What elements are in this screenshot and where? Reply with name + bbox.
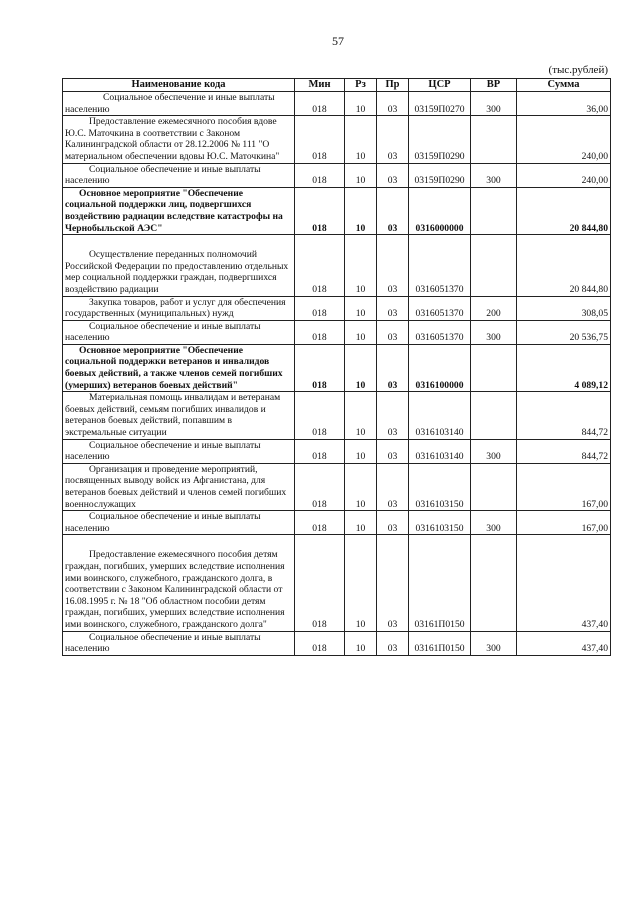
row-min: 018: [295, 511, 345, 535]
row-sum: 844,72: [517, 439, 611, 463]
header-rz: Рз: [345, 79, 377, 92]
row-pr: 03: [377, 392, 409, 439]
row-name: Социальное обеспечение и иные выплаты населению: [63, 92, 295, 116]
row-rz: 10: [345, 116, 377, 163]
header-sum: Сумма: [517, 79, 611, 92]
row-min: 018: [295, 163, 345, 187]
row-name: Организация и проведение мероприятий, посвященных выводу войск из Афганистана, для ветеранов боевых действий и членов семей погибших военнослужащих: [63, 463, 295, 510]
row-csr: 0316103140: [409, 439, 471, 463]
row-vr: [471, 535, 517, 631]
row-pr: 03: [377, 320, 409, 344]
table-row: [63, 511, 611, 535]
row-rz: 10: [345, 320, 377, 344]
row-csr: 03161П0150: [409, 631, 471, 655]
table-row: [63, 320, 611, 344]
row-rz: 10: [345, 392, 377, 439]
row-sum: 20 536,75: [517, 320, 611, 344]
row-sum: 4 089,12: [517, 344, 611, 391]
row-rz: 10: [345, 187, 377, 234]
row-name: Социальное обеспечение и иные выплаты населению: [63, 163, 295, 187]
row-csr: 0316103150: [409, 511, 471, 535]
row-csr: 0316103150: [409, 463, 471, 510]
row-rz: 10: [345, 344, 377, 391]
row-sum: 844,72: [517, 392, 611, 439]
row-vr: [471, 344, 517, 391]
row-sum: 240,00: [517, 163, 611, 187]
row-sum: 36,00: [517, 92, 611, 116]
row-pr: 03: [377, 439, 409, 463]
row-pr: 03: [377, 463, 409, 510]
row-name: Основное мероприятие "Обеспечение социальной поддержки ветеранов и инвалидов боевых действий, а также членов семей погибших (умерших) ветеранов боевых действий": [63, 344, 295, 391]
row-rz: 10: [345, 92, 377, 116]
row-sum: 437,40: [517, 631, 611, 655]
row-sum: 437,40: [517, 535, 611, 631]
row-min: 018: [295, 535, 345, 631]
row-sum: 308,05: [517, 296, 611, 320]
row-rz: 10: [345, 511, 377, 535]
row-min: 018: [295, 235, 345, 296]
row-csr: 0316051370: [409, 296, 471, 320]
row-name: Закупка товаров, работ и услуг для обеспечения государственных (муниципальных) нужд: [63, 296, 295, 320]
row-csr: 03159П0270: [409, 92, 471, 116]
row-vr: [471, 463, 517, 510]
table-row: [63, 187, 611, 234]
table-row: [63, 163, 611, 187]
row-vr: 200: [471, 296, 517, 320]
header-csr: ЦСР: [409, 79, 471, 92]
header-name: Наименование кода: [63, 79, 295, 92]
row-vr: 300: [471, 92, 517, 116]
table-row: [63, 463, 611, 510]
row-pr: 03: [377, 631, 409, 655]
row-csr: 0316100000: [409, 344, 471, 391]
row-csr: 03161П0150: [409, 535, 471, 631]
row-min: 018: [295, 92, 345, 116]
row-sum: 20 844,80: [517, 187, 611, 234]
row-csr: 0316103140: [409, 392, 471, 439]
table-row: [63, 296, 611, 320]
row-name: Материальная помощь инвалидам и ветеранам боевых действий, семьям погибших инвалидов и ветеранов боевых действий, попавшим в экстремальные ситуации: [63, 392, 295, 439]
table-row: [63, 392, 611, 439]
row-name: Социальное обеспечение и иные выплаты населению: [63, 439, 295, 463]
row-name: Основное мероприятие "Обеспечение социальной поддержки лиц, подвергшихся воздействию радиации вследствие катастрофы на Чернобыльской АЭС": [63, 187, 295, 234]
budget-table: [62, 78, 611, 656]
row-vr: [471, 392, 517, 439]
row-min: 018: [295, 439, 345, 463]
row-pr: 03: [377, 296, 409, 320]
row-name: Предоставление ежемесячного пособия детям граждан, погибших, умерших вследствие исполнения ими воинского, служебного, гражданского долга, в соответствии с Законом Калининградской области от 16.08.1995 г. № 18 "Об областном пособии детям граждан, погибших, умерших вследствие исполнения ими воинского, служебного, гражданского долга": [63, 535, 295, 631]
row-pr: 03: [377, 92, 409, 116]
row-vr: 300: [471, 439, 517, 463]
header-row: [63, 79, 611, 92]
row-rz: 10: [345, 631, 377, 655]
table-row: [63, 439, 611, 463]
row-sum: 20 844,80: [517, 235, 611, 296]
row-rz: 10: [345, 535, 377, 631]
row-csr: 0316051370: [409, 235, 471, 296]
row-vr: 300: [471, 320, 517, 344]
row-vr: [471, 187, 517, 234]
row-rz: 10: [345, 439, 377, 463]
row-name: Предоставление ежемесячного пособия вдове Ю.С. Маточкина в соответствии с Законом Калининградской области от 28.12.2006 № 111 "О материальном обеспечении вдовы Ю.С. Маточкина": [63, 116, 295, 163]
row-pr: 03: [377, 511, 409, 535]
row-pr: 03: [377, 187, 409, 234]
row-vr: [471, 116, 517, 163]
row-min: 018: [295, 392, 345, 439]
row-vr: 300: [471, 511, 517, 535]
row-vr: 300: [471, 631, 517, 655]
row-vr: [471, 235, 517, 296]
row-vr: 300: [471, 163, 517, 187]
table-row: [63, 116, 611, 163]
row-min: 018: [295, 344, 345, 391]
row-rz: 10: [345, 163, 377, 187]
table-row: [63, 535, 611, 631]
row-pr: 03: [377, 535, 409, 631]
row-min: 018: [295, 320, 345, 344]
row-pr: 03: [377, 235, 409, 296]
row-csr: 03159П0290: [409, 116, 471, 163]
row-csr: 0316000000: [409, 187, 471, 234]
units-label: (тыс.рублей): [548, 64, 608, 76]
table-row: [63, 92, 611, 116]
row-min: 018: [295, 296, 345, 320]
row-min: 018: [295, 463, 345, 510]
table-row: [63, 235, 611, 296]
row-csr: 0316051370: [409, 320, 471, 344]
row-rz: 10: [345, 463, 377, 510]
row-min: 018: [295, 631, 345, 655]
row-pr: 03: [377, 163, 409, 187]
row-pr: 03: [377, 116, 409, 163]
row-sum: 240,00: [517, 116, 611, 163]
row-name: Социальное обеспечение и иные выплаты населению: [63, 320, 295, 344]
row-rz: 10: [345, 235, 377, 296]
table-row: [63, 631, 611, 655]
row-rz: 10: [345, 296, 377, 320]
row-name: Социальное обеспечение и иные выплаты населению: [63, 511, 295, 535]
row-csr: 03159П0290: [409, 163, 471, 187]
row-name: Социальное обеспечение и иные выплаты населению: [63, 631, 295, 655]
header-min: Мин: [295, 79, 345, 92]
header-vr: ВР: [471, 79, 517, 92]
table-row: [63, 344, 611, 391]
row-sum: 167,00: [517, 463, 611, 510]
row-pr: 03: [377, 344, 409, 391]
row-min: 018: [295, 187, 345, 234]
header-pr: Пр: [377, 79, 409, 92]
row-name: Осуществление переданных полномочий Российской Федерации по предоставлению отдельных мер социальной поддержки граждан, подвергшихся воздействию радиации: [63, 235, 295, 296]
row-sum: 167,00: [517, 511, 611, 535]
row-min: 018: [295, 116, 345, 163]
page-number: 57: [332, 34, 344, 48]
